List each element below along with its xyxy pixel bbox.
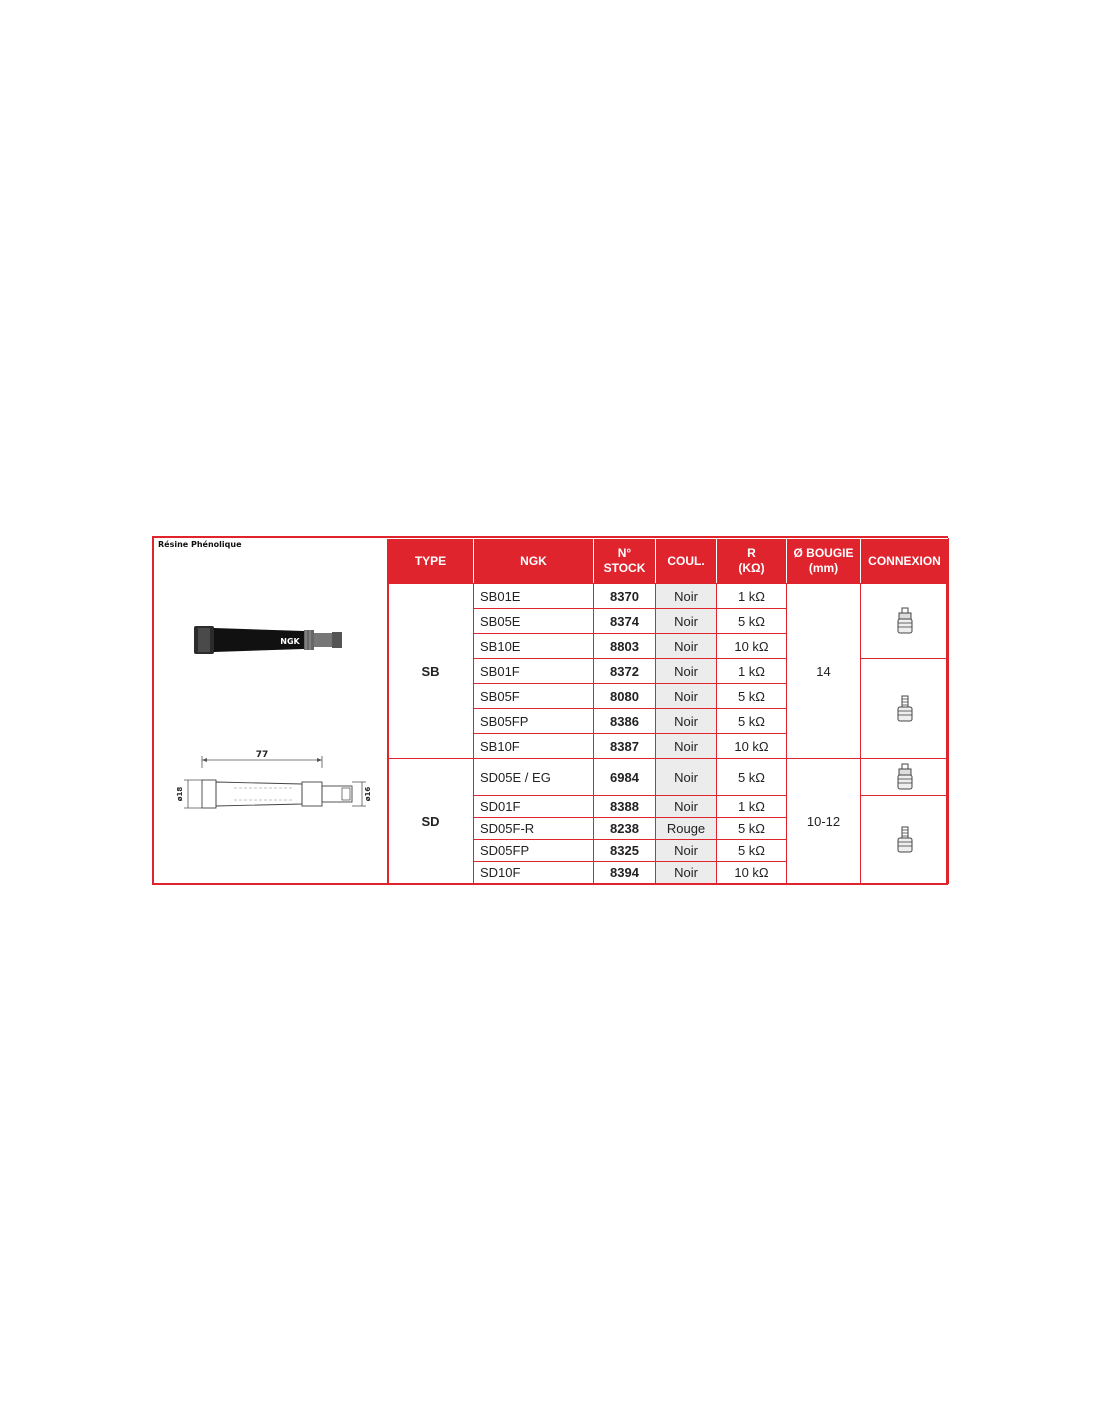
- stock-cell: 8388: [594, 796, 656, 818]
- coul-cell: Noir: [656, 609, 717, 634]
- r-cell: 10 kΩ: [717, 862, 787, 884]
- table-row: [388, 759, 949, 796]
- stock-cell: 6984: [594, 759, 656, 796]
- connexion-cell: [861, 796, 949, 884]
- stock-cell: 8387: [594, 734, 656, 759]
- header-row: [388, 539, 949, 584]
- bougie-cell-sd: 10-12: [787, 759, 861, 884]
- terminal-nut-icon: [895, 607, 915, 635]
- connexion-cell: [861, 584, 949, 659]
- type-cell-sb: SB: [388, 584, 474, 759]
- header-stock-line2: STOCK: [603, 561, 646, 575]
- plug-cap-photo-icon: [192, 620, 352, 660]
- stock-cell: 8374: [594, 609, 656, 634]
- coul-cell: Noir: [656, 840, 717, 862]
- dimension-drawing-icon: [174, 750, 374, 820]
- dia-left-label: ø18: [176, 786, 184, 802]
- header-stock: [594, 539, 656, 584]
- ngk-cell: SB05FP: [474, 709, 594, 734]
- r-cell: 5 kΩ: [717, 609, 787, 634]
- stock-cell: 8372: [594, 659, 656, 684]
- ngk-cell: SD05E / EG: [474, 759, 594, 796]
- ngk-cell: SD10F: [474, 862, 594, 884]
- stock-cell: 8386: [594, 709, 656, 734]
- thread-stud-icon: [895, 826, 915, 854]
- header-coul: COUL.: [656, 539, 717, 584]
- header-bougie-line2: (mm): [808, 561, 839, 575]
- coul-cell: Noir: [656, 709, 717, 734]
- header-type: TYPE: [388, 539, 474, 584]
- header-r-line2: (KΩ): [738, 561, 765, 575]
- plug-logo: NGK: [280, 637, 300, 646]
- coul-cell: Noir: [656, 684, 717, 709]
- header-r: [717, 539, 787, 584]
- coul-cell: Noir: [656, 659, 717, 684]
- r-cell: 5 kΩ: [717, 684, 787, 709]
- header-bougie: [787, 539, 861, 584]
- coul-cell: Noir: [656, 796, 717, 818]
- dia-right-label: ø16: [364, 786, 372, 802]
- stock-cell: 8370: [594, 584, 656, 609]
- product-illustration-area: [154, 538, 389, 883]
- r-cell: 1 kΩ: [717, 584, 787, 609]
- bougie-cell-sb: 14: [787, 584, 861, 759]
- r-cell: 10 kΩ: [717, 734, 787, 759]
- thread-stud-icon: [895, 695, 915, 723]
- coul-cell: Noir: [656, 862, 717, 884]
- ngk-cell: SB05E: [474, 609, 594, 634]
- ngk-cell: SD05F-R: [474, 818, 594, 840]
- spec-panel: [152, 536, 948, 885]
- connexion-cell: [861, 759, 949, 796]
- header-stock-line1: N°: [617, 546, 632, 560]
- ngk-cell: SB10E: [474, 634, 594, 659]
- ngk-cell: SD01F: [474, 796, 594, 818]
- material-label: Résine Phénolique: [158, 540, 242, 549]
- stock-cell: 8238: [594, 818, 656, 840]
- coul-cell: Noir: [656, 634, 717, 659]
- r-cell: 5 kΩ: [717, 818, 787, 840]
- r-cell: 5 kΩ: [717, 759, 787, 796]
- table-row: [388, 584, 949, 609]
- type-cell-sd: SD: [388, 759, 474, 884]
- coul-cell: Noir: [656, 734, 717, 759]
- ngk-cell: SB01F: [474, 659, 594, 684]
- spec-table: [387, 538, 949, 884]
- header-bougie-line1: Ø BOUGIE: [793, 546, 854, 560]
- coul-cell: Rouge: [656, 818, 717, 840]
- stock-cell: 8394: [594, 862, 656, 884]
- coul-cell: Noir: [656, 584, 717, 609]
- header-ngk: NGK: [474, 539, 594, 584]
- length-label: 77: [255, 750, 269, 760]
- r-cell: 1 kΩ: [717, 796, 787, 818]
- ngk-cell: SD05FP: [474, 840, 594, 862]
- ngk-cell: SB01E: [474, 584, 594, 609]
- stock-cell: 8803: [594, 634, 656, 659]
- stock-cell: 8080: [594, 684, 656, 709]
- r-cell: 5 kΩ: [717, 840, 787, 862]
- coul-cell: Noir: [656, 759, 717, 796]
- ngk-cell: SB05F: [474, 684, 594, 709]
- stock-cell: 8325: [594, 840, 656, 862]
- r-cell: 1 kΩ: [717, 659, 787, 684]
- r-cell: 5 kΩ: [717, 709, 787, 734]
- ngk-cell: SB10F: [474, 734, 594, 759]
- r-cell: 10 kΩ: [717, 634, 787, 659]
- header-connexion: CONNEXION: [861, 539, 949, 584]
- header-r-line1: R: [747, 546, 756, 560]
- terminal-nut-icon: [895, 763, 915, 791]
- connexion-cell: [861, 659, 949, 759]
